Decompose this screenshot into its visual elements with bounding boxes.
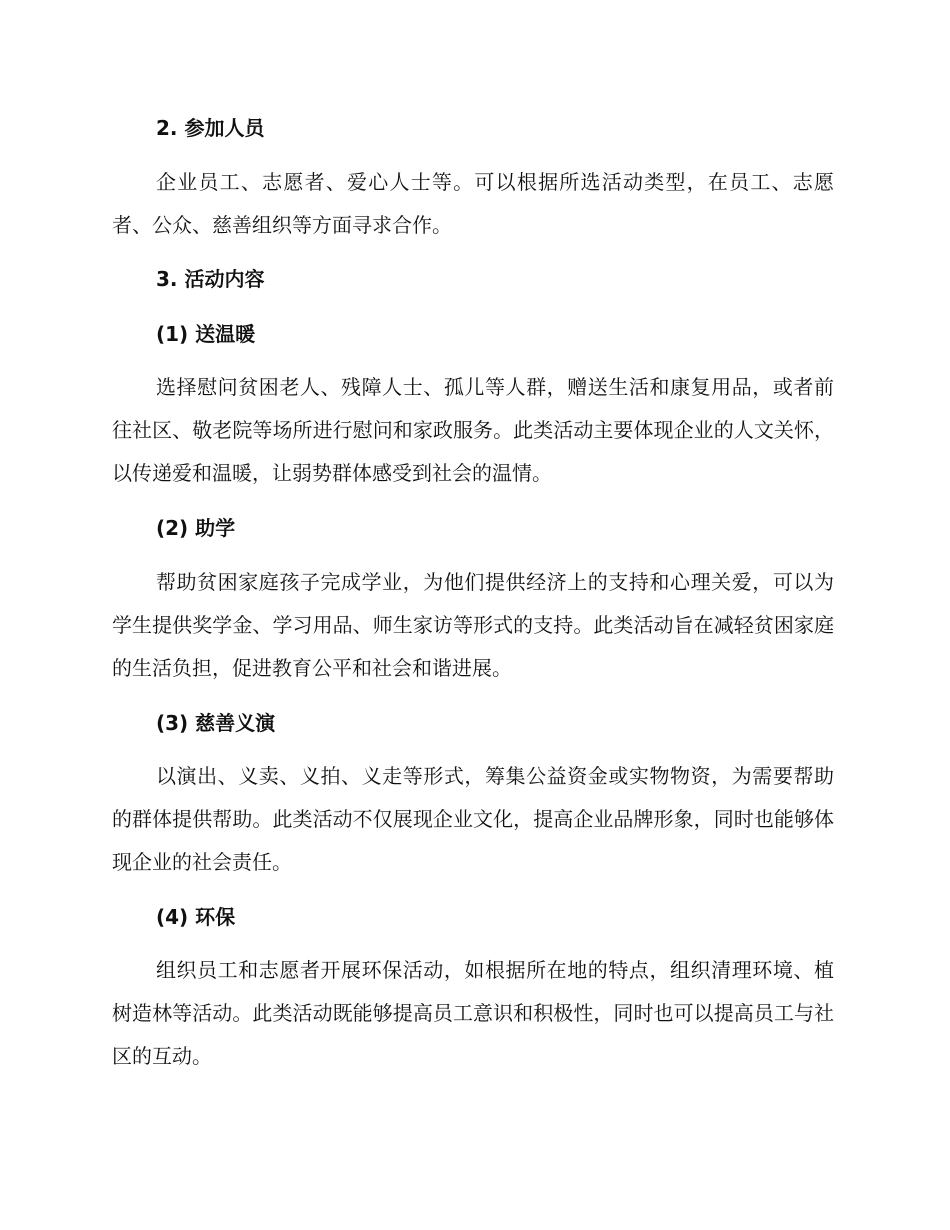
section-heading-warmth: (1) 送温暖 [156, 322, 256, 346]
section-heading-environment: (4) 环保 [156, 905, 236, 929]
section-heading-charity-performance: (3) 慈善义演 [156, 711, 276, 735]
section-heading-participants: 2. 参加人员 [156, 116, 265, 140]
section-heading-activity-content: 3. 活动内容 [156, 267, 265, 291]
section-heading-education-aid: (2) 助学 [156, 516, 236, 540]
section-paragraph-participants: 企业员工、志愿者、爱心人士等。可以根据所选活动类型，在员工、志愿者、公众、慈善组织等方面寻求合作。 [112, 170, 834, 237]
section-paragraph-warmth: 选择慰问贫困老人、残障人士、孤儿等人群，赠送生活和康复用品，或者前往社区、敬老院等场所进行慰问和家政服务。此类活动主要体现企业的人文关怀，以传递爱和温暖，让弱势群体感受到社会的温情。 [112, 375, 834, 485]
section-paragraph-charity-performance: 以演出、义卖、义拍、义走等形式，筹集公益资金或实物物资，为需要帮助的群体提供帮助。此类活动不仅展现企业文化，提高企业品牌形象，同时也能够体现企业的社会责任。 [112, 764, 834, 874]
section-paragraph-environment: 组织员工和志愿者开展环保活动，如根据所在地的特点，组织清理环境、植树造林等活动。此类活动既能够提高员工意识和积极性，同时也可以提高员工与社区的互动。 [112, 958, 834, 1068]
section-paragraph-education-aid: 帮助贫困家庭孩子完成学业，为他们提供经济上的支持和心理关爱，可以为学生提供奖学金、学习用品、师生家访等形式的支持。此类活动旨在减轻贫困家庭的生活负担，促进教育公平和社会和谐进展。 [112, 570, 834, 680]
